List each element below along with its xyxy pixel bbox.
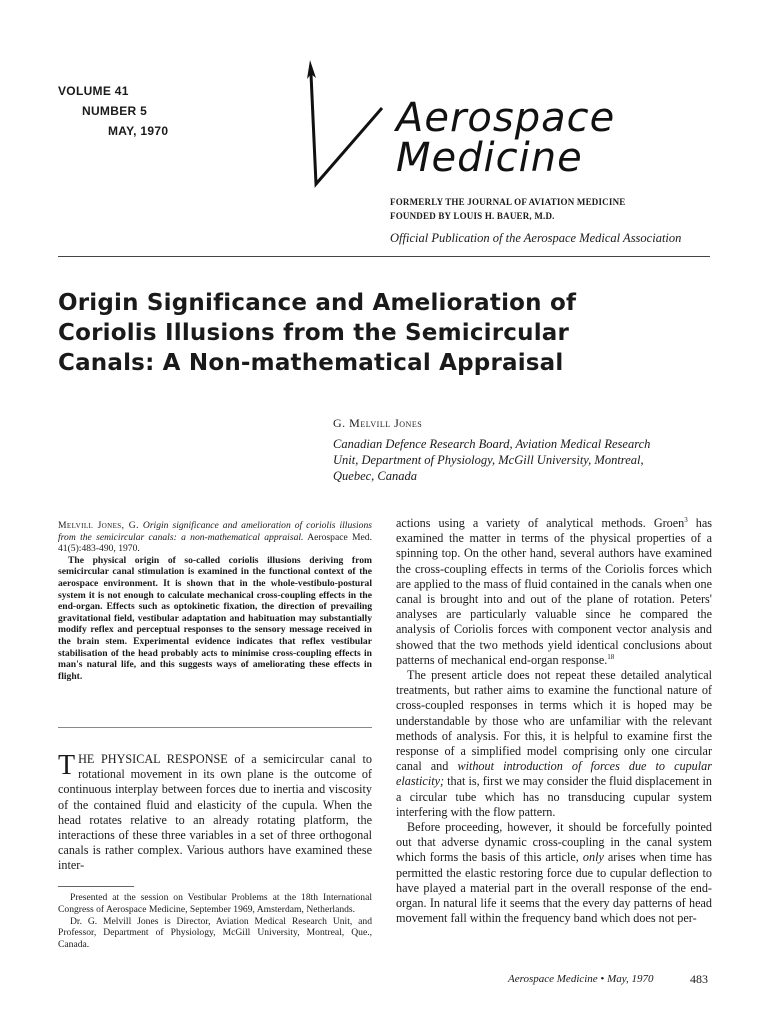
author-name: G. Melvill Jones (333, 416, 423, 430)
abstract-cite-title: Origin significance and amelioration of coriolis illusions from the semicircular canals: a non-mathematical appraisal. (58, 520, 372, 543)
issue-date: MAY, 1970 (108, 124, 169, 138)
right-column-body (396, 516, 712, 926)
lead-in: HE PHYSICAL RESPONSE (78, 752, 228, 766)
paragraph-3 (396, 820, 712, 926)
paragraph-1-rest: has examined the matter in terms of the physical properties of a spinning top. On the other hand, several authors have examined the cross-coupling effects in terms of the Coriolis forces which are applied to the mass of fluid contained in the canals when one canal is brought into and out of the plane of rotation. Peters' analyses are particularly valuable since he compared the analysis of Coriolis forces with component vector analysis and showed that the two methods yield identical conclusions about patterns of mechanical end-organ response. (396, 516, 712, 667)
abstract-body: The physical origin of so-called coriolis illusions deriving from semicircular canal stimulation is examined in the functional context of the aerospace environment. It is shown that in the whole-vestibulo-postural system it is not enough to calculate mechanical cross-coupling effects in the end-organ. Effects such as optokinetic fixation, the direction of prevailing gravitational field, vestibular adaptation and habituation may substantially modify reflex and perceptual responses to the sensory message received in the brain stem. Experimental evidence indicates that reflex vestibular stabilisation of the head probably acts to minimise cross-coupling effects in man's natural life, and this suggests ways of ameliorating these effects in flight. (58, 554, 372, 682)
footer-date: May, 1970 (607, 973, 654, 985)
logo-aerospace: Aerospace (396, 95, 616, 141)
paragraph-1 (396, 516, 712, 668)
official-publication: Official Publication of the Aerospace Medical Association (390, 231, 682, 245)
title-line-2: Coriolis Illusions from the Semicircular (58, 320, 570, 346)
footnote-rule (58, 886, 134, 887)
left-column-body (58, 752, 372, 874)
author-affiliation (333, 436, 713, 484)
logo-medicine: Medicine (396, 135, 583, 181)
founded-line: FOUNDED BY LOUIS H. BAUER, M.D. (390, 211, 555, 221)
page-number: 483 (690, 972, 708, 986)
abstract (58, 520, 372, 682)
volume-label: VOLUME 41 (58, 84, 129, 98)
title-line-3: Canals: A Non-mathematical Appraisal (58, 350, 564, 376)
formerly-line: FORMERLY THE JOURNAL OF AVIATION MEDICINE (390, 197, 626, 207)
number-label: NUMBER 5 (82, 104, 148, 118)
affiliation-line-3: Quebec, Canada (333, 469, 418, 483)
header-rule (58, 256, 710, 257)
affiliation-line-1: Canadian Defence Research Board, Aviation Medical Research (333, 437, 651, 451)
paragraph-2-end: that is, first we may consider the fluid displacement in a circular tube which has no transducing cupular system interfering with the flow pattern. (396, 774, 712, 819)
journal-logo-mark (300, 58, 390, 194)
paragraph-2-start: The present article does not repeat these detailed analytical treatments, but rather aims to examine the functional nature of cross-coupled responses in terms which it is hoped may be understandable by those who are unfamiliar with the relevant methods of analysis. For this, it is helpful to examine first the response of a simplified model comprising only one circular canal and (396, 668, 712, 774)
paragraph-3-end: arises when time has permitted the elastic restoring force due to cupular deflection to have played a material part in the overall response of the end-organ. In natural life it seems that the every day patterns of head movement fall within the frequency band which does not per- (396, 850, 712, 926)
running-footer (508, 973, 654, 985)
paragraph-2 (396, 668, 712, 820)
abstract-cite-source: Aerospace Med. 41(5):483-490, 1970. (58, 531, 373, 555)
footnotes (58, 892, 372, 951)
paragraph-1-start: actions using a variety of analytical methods. Groen (396, 516, 685, 530)
paragraph-3-start: Before proceeding, however, it should be forcefully pointed out that adverse dynamic cross-coupling in the canal system which forms the basis of this article, (396, 820, 712, 865)
paragraph-3-italic: only (582, 850, 604, 865)
article-title (58, 288, 718, 378)
paragraph-2-italic: without introduction of forces due to cupular elasticity; (396, 759, 712, 789)
title-line-1: Origin Significance and Amelioration of (58, 290, 577, 316)
ref-peters: 18 (607, 652, 615, 661)
footer-journal: Aerospace Medicine (508, 973, 598, 985)
footer-bullet: • (600, 973, 605, 985)
ref-groen: 3 (684, 515, 688, 524)
abstract-rule (58, 727, 372, 728)
affiliation-line-2: Unit, Department of Physiology, McGill University, Montreal, (333, 453, 644, 467)
footnote-1: Presented at the session on Vestibular Problems at the 18th International Congress of Aerospace Medicine, September 1969, Amsterdam, Netherlands. (58, 892, 372, 915)
footnote-2: Dr. G. Melvill Jones is Director, Aviation Medical Research Unit, and Professor, Department of Physiology, McGill University, Montreal, Que., Canada. (58, 915, 372, 951)
dropcap-letter: T (58, 750, 76, 781)
abstract-cite-author: Melvill Jones, G. (58, 520, 139, 531)
left-column-text: of a semicircular canal to rotational movement in its own plane is the outcome of continuous interplay between forces due to inertia and viscosity of the contained fluid and elasticity of the cupula. When the head rotates relative to an already rotating platform, the interactions of these three variables in a set of three orthogonal canals is rather complex. Various authors have examined these inter- (58, 752, 373, 873)
